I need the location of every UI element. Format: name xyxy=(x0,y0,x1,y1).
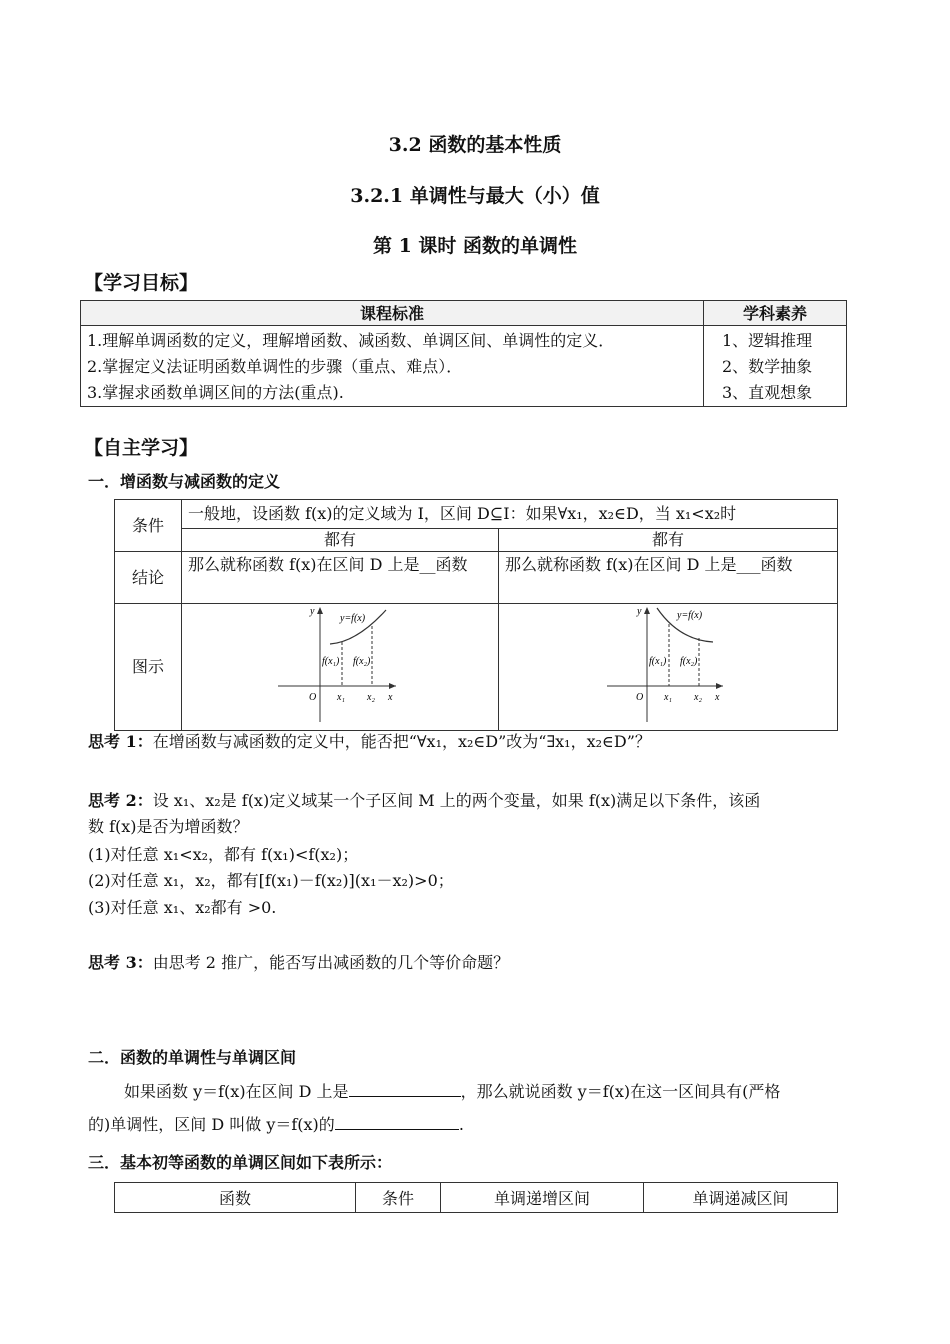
conclusion-left: 那么就称函数 f(x)在区间 D 上是__函数 xyxy=(182,552,499,604)
decreasing-function-graph xyxy=(499,604,835,724)
graph-origin-label: O xyxy=(309,692,317,703)
section2-heading: 二．函数的单调性与单调区间 xyxy=(88,1048,297,1067)
goals-col-standard: 课程标准 xyxy=(81,301,704,326)
both-have-right: 都有 xyxy=(499,529,838,552)
thinking-2-condition-3: (3)对任意 x₁、x₂都有 >0. xyxy=(88,898,277,917)
graph-x2-label: x₂ xyxy=(694,692,702,703)
graph-fx1-label: f(x₁) xyxy=(322,656,340,667)
thinking-2-text-a: 设 x₁、x₂是 f(x)定义域某一个子区间 M 上的两个变量，如果 f(x)满足以下条件，该函 xyxy=(152,791,761,810)
thinking-2-condition-1: (1)对任意 x₁<x₂，都有 f(x₁)<f(x₂)； xyxy=(88,845,359,864)
thinking-2 xyxy=(88,788,760,811)
thinking-1 xyxy=(88,729,651,752)
thinking-3-label: 思考 3： xyxy=(88,953,153,972)
definition-table xyxy=(114,499,838,731)
thinking-3 xyxy=(88,950,509,973)
sub-title: 3.2.1 单调性与最大（小）值 xyxy=(350,185,600,207)
graph-fx1-label: f(x₁) xyxy=(649,656,667,667)
graph-x-label: x xyxy=(715,692,720,703)
thinking-1-text: 在增函数与减函数的定义中，能否把“∀x₁，x₂∈D”改为“∃x₁，x₂∈D”？ xyxy=(152,732,651,751)
header-condition: 条件 xyxy=(356,1183,441,1213)
graph-fx2-label: f(x₂) xyxy=(680,656,698,667)
literacy-item: 2、数学抽象 xyxy=(722,357,813,376)
section2-paragraph-2 xyxy=(88,1112,464,1135)
goal-item: 1.理解单调函数的定义，理解增函数、减函数、单调区间、单调性的定义． xyxy=(87,331,615,350)
goals-literacy-cell xyxy=(704,326,847,407)
section3-heading: 三．基本初等函数的单调区间如下表所示： xyxy=(88,1153,393,1172)
graph-y-label: y xyxy=(637,606,642,617)
graph-origin-label: O xyxy=(636,692,644,703)
lesson-title: 第 1 课时 函数的单调性 xyxy=(372,235,578,257)
condition-text: 一般地，设函数 f(x)的定义域为 I，区间 D⊆I：如果∀x₁，x₂∈D，当 x₁<x₂时 xyxy=(182,500,838,529)
graph-x2-label: x₂ xyxy=(367,692,375,703)
goals-col-literacy: 学科素养 xyxy=(704,301,847,326)
header-decreasing: 单调递减区间 xyxy=(644,1183,838,1213)
graph-fx-label: y=f(x) xyxy=(340,613,366,624)
thinking-2-condition-2: (2)对任意 x₁，x₂，都有[f(x₁)－f(x₂)](x₁－x₂)>0； xyxy=(88,871,454,890)
self-study-heading: 【自主学习】 xyxy=(84,437,199,459)
goal-item: 2.掌握定义法证明函数单调性的步骤（重点、难点）． xyxy=(87,357,463,376)
answer-blank[interactable] xyxy=(335,1115,459,1130)
increasing-graph-cell xyxy=(182,604,499,731)
thinking-2-cont: 数 f(x)是否为增函数？ xyxy=(88,817,249,836)
goals-standard-cell xyxy=(81,326,704,407)
conclusion-right: 那么就称函数 f(x)在区间 D 上是___函数 xyxy=(499,552,838,604)
graph-y-label: y xyxy=(310,606,315,617)
section2-p2-a: 的)单调性，区间 D 叫做 y＝f(x)的 xyxy=(88,1115,335,1134)
goals-table xyxy=(80,300,847,407)
condition-label: 条件 xyxy=(115,500,182,552)
thinking-3-text: 由思考 2 推广，能否写出减函数的几个等价命题？ xyxy=(152,953,510,972)
conclusion-label: 结论 xyxy=(115,552,182,604)
graph-fx-label: y=f(x) xyxy=(677,610,703,621)
decreasing-graph-cell xyxy=(499,604,838,731)
increasing-function-graph xyxy=(182,604,498,724)
section2-p1-a: 如果函数 y＝f(x)在区间 D 上是 xyxy=(124,1082,349,1101)
graph-x1-label: x₁ xyxy=(664,692,672,703)
section2-p2-b: . xyxy=(458,1115,464,1134)
monotonic-intervals-table xyxy=(114,1182,838,1213)
answer-blank[interactable] xyxy=(349,1082,461,1097)
literacy-item: 1、逻辑推理 xyxy=(722,331,813,350)
section1-heading: 一．增函数与减函数的定义 xyxy=(88,472,281,491)
section2-paragraph-1 xyxy=(124,1079,780,1102)
graph-x-label: x xyxy=(388,692,393,703)
header-function: 函数 xyxy=(115,1183,356,1213)
main-title: 3.2 函数的基本性质 xyxy=(388,134,562,156)
goal-item: 3.掌握求函数单调区间的方法(重点). xyxy=(87,383,344,402)
section2-p1-b: ，那么就说函数 y＝f(x)在这一区间具有(严格 xyxy=(460,1082,781,1101)
header-increasing: 单调递增区间 xyxy=(441,1183,644,1213)
graph-fx2-label: f(x₂) xyxy=(353,656,371,667)
thinking-2-label: 思考 2： xyxy=(88,791,153,810)
thinking-1-label: 思考 1： xyxy=(88,732,153,751)
graph-x1-label: x₁ xyxy=(337,692,345,703)
figure-label: 图示 xyxy=(115,604,182,731)
literacy-item: 3、直观想象 xyxy=(722,383,813,402)
goals-heading: 【学习目标】 xyxy=(84,272,199,294)
both-have-left: 都有 xyxy=(182,529,499,552)
